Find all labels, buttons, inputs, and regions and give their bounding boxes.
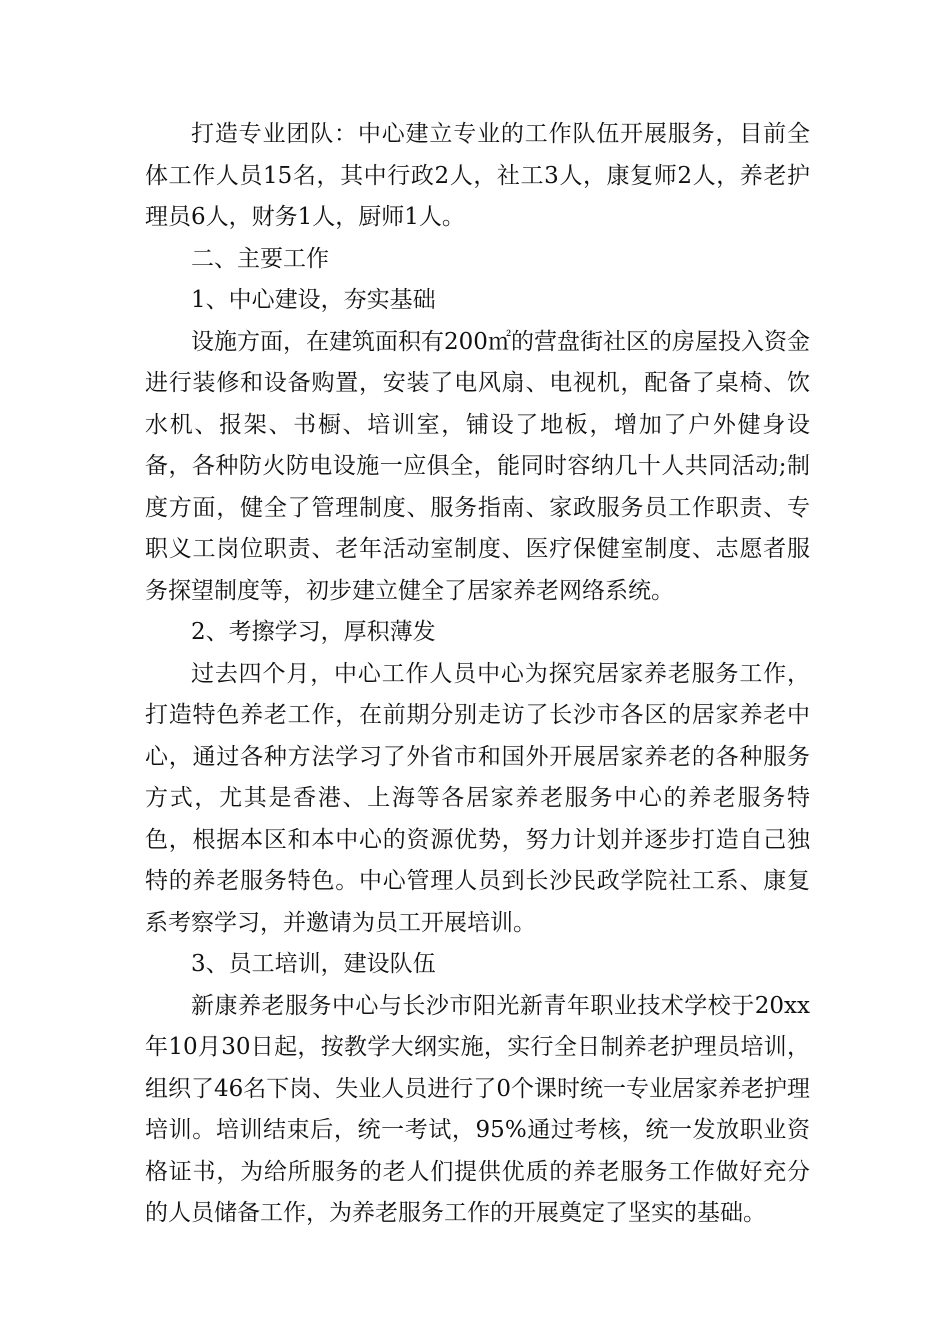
- paragraph-training: 新康养老服务中心与长沙市阳光新青年职业技术学校于20xx年10月30日起，按教学大纲实施，实行全日制养老护理员培训，组织了46名下岗、失业人员进行了0个课时统一专业居家养老护理培训。培训结束后，统一考试，95%通过考核，统一发放职业资格证书，为给所服务的老人们提供优质的养老服务工作做好充分的人员储备工作，为养老服务工作的开展奠定了坚实的基础。: [145, 992, 810, 1226]
- section-heading-main-work: 二、主要工作: [191, 245, 329, 272]
- paragraph-facilities: 设施方面，在建筑面积有200㎡的营盘街社区的房屋投入资金进行装修和设备购置，安装了电风扇、电视机，配备了桌椅、饮水机、报架、书橱、培训室，铺设了地板，增加了户外健身设备，各种防火防电设施一应俱全，能同时容纳几十人共同活动;制度方面，健全了管理制度、服务指南、家政服务员工作职责、专职义工岗位职责、老年活动室制度、医疗保健室制度、志愿者服务探望制度等，初步建立健全了居家养老网络系统。: [145, 328, 810, 604]
- document-body: [145, 114, 810, 1235]
- paragraph-study: 过去四个月，中心工作人员中心为探究居家养老服务工作，打造特色养老工作，在前期分别走访了长沙市各区的居家养老中心，通过各种方法学习了外省市和国外开展居家养老的各种服务方式，尤其是香港、上海等各居家养老服务中心的养老服务特色，根据本区和本中心的资源优势，努力计划并逐步打造自己独特的养老服务特色。中心管理人员到长沙民政学院社工系、康复系考察学习，并邀请为员工开展培训。: [145, 660, 810, 936]
- subheading-training: 3、员工培训，建设队伍: [191, 951, 436, 977]
- subheading-center-construction: 1、中心建设，夯实基础: [191, 287, 436, 313]
- paragraph-team: 打造专业团队：中心建立专业的工作队伍开展服务，目前全体工作人员15名，其中行政2人，社工3人，康复师2人，养老护理员6人，财务1人，厨师1人。: [145, 121, 810, 230]
- subheading-study: 2、考擦学习，厚积薄发: [191, 619, 436, 645]
